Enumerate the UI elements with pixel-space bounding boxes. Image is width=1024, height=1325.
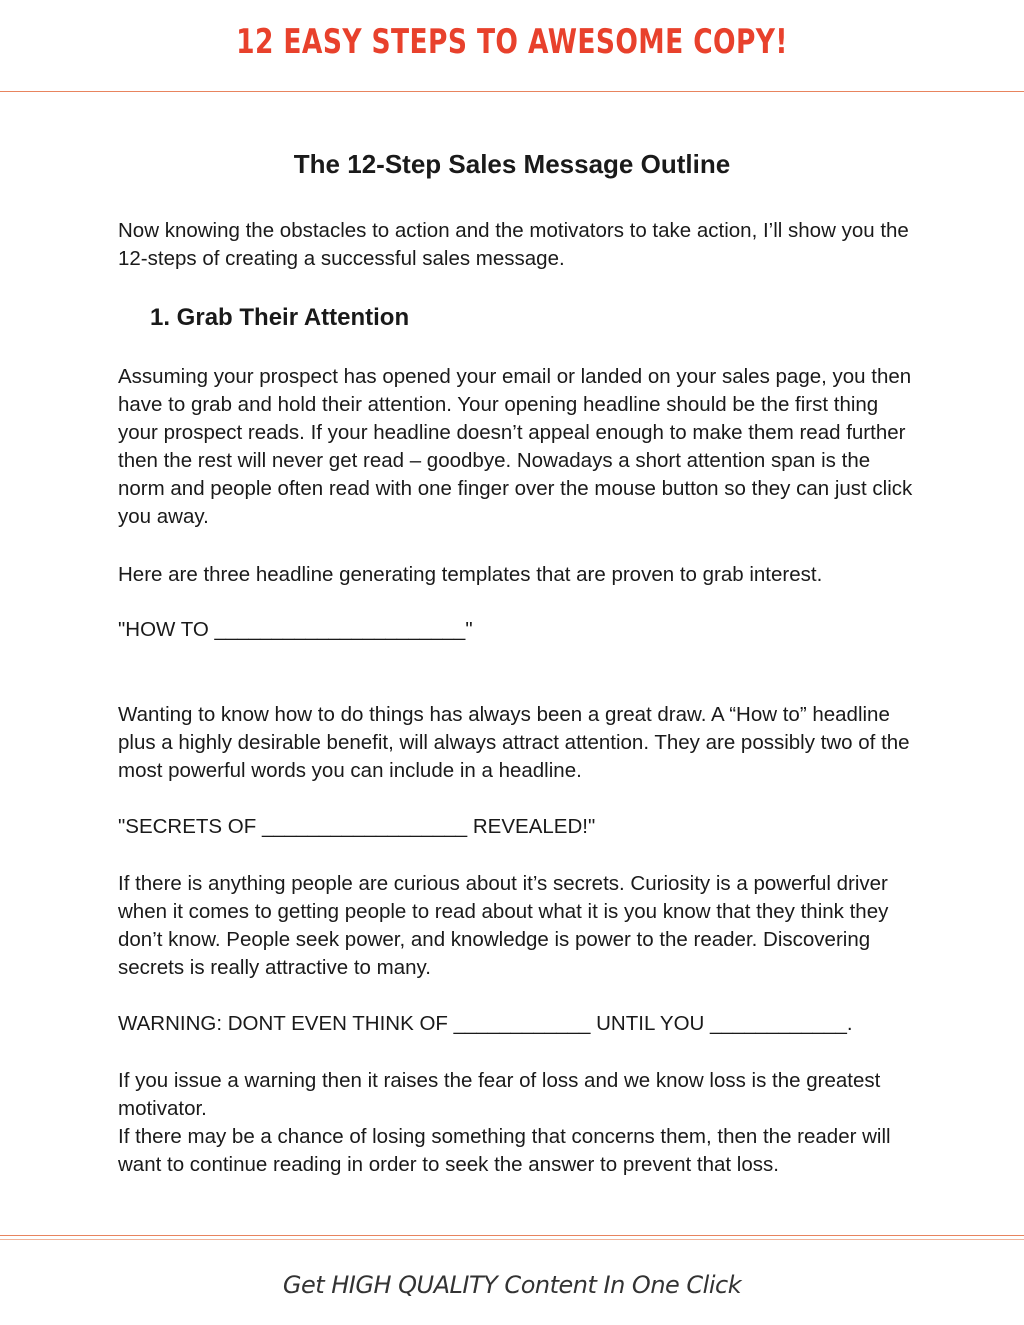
footer-divider bbox=[0, 1235, 1024, 1236]
header-title: 12 EASY STEPS TO AWESOME COPY! bbox=[236, 22, 788, 62]
paragraph-secrets: If there is anything people are curious about it’s secrets. Curiosity is a powerful driver when it comes to getting people to read about what it is you know that they think they don’t know. People seek power, and knowledge is power to the reader. Discovering secrets is really attractive to many. bbox=[118, 872, 889, 979]
intro-paragraph: Now knowing the obstacles to action and the motivators to take action, I’ll show you the 12-steps of creating a successful sales message. bbox=[118, 219, 909, 270]
page-header bbox=[0, 0, 1024, 92]
paragraph-attention: Assuming your prospect has opened your email or landed on your sales page, you then have to grab and hold their attention. Your opening headline should be the first thing your prospect reads. If your headline doesn’t appeal enough to make them read further then the rest will never get read – goodbye. Nowadays a short attention span is the norm and people often read with one finger over the mouse button so they can just click you away. bbox=[118, 365, 913, 528]
template-secrets: "SECRETS OF __________________ REVEALED!" bbox=[118, 815, 596, 838]
footer-divider-secondary bbox=[0, 1239, 1024, 1240]
footer-tagline: Get HIGH QUALITY Content In One Click bbox=[282, 1271, 742, 1299]
header-divider bbox=[0, 91, 1024, 92]
paragraph-templates-intro: Here are three headline generating templates that are proven to grab interest. bbox=[118, 563, 823, 586]
document-title: The 12-Step Sales Message Outline bbox=[293, 149, 731, 179]
template-how-to: "HOW TO ______________________" bbox=[118, 618, 473, 641]
template-warning: WARNING: DONT EVEN THINK OF ____________ UNTIL YOU ____________. bbox=[118, 1012, 853, 1035]
section-heading: 1. Grab Their Attention bbox=[150, 304, 410, 331]
paragraph-loss: If there may be a chance of losing something that concerns them, then the reader will want to continue reading in order to seek the answer to prevent that loss. bbox=[118, 1125, 891, 1176]
paragraph-how-to: Wanting to know how to do things has always been a great draw. A “How to” headline plus a highly desirable benefit, will always attract attention. They are possibly two of the most powerful words you can include in a headline. bbox=[118, 703, 910, 782]
paragraph-warning: If you issue a warning then it raises the fear of loss and we know loss is the greatest motivator. bbox=[118, 1069, 881, 1120]
